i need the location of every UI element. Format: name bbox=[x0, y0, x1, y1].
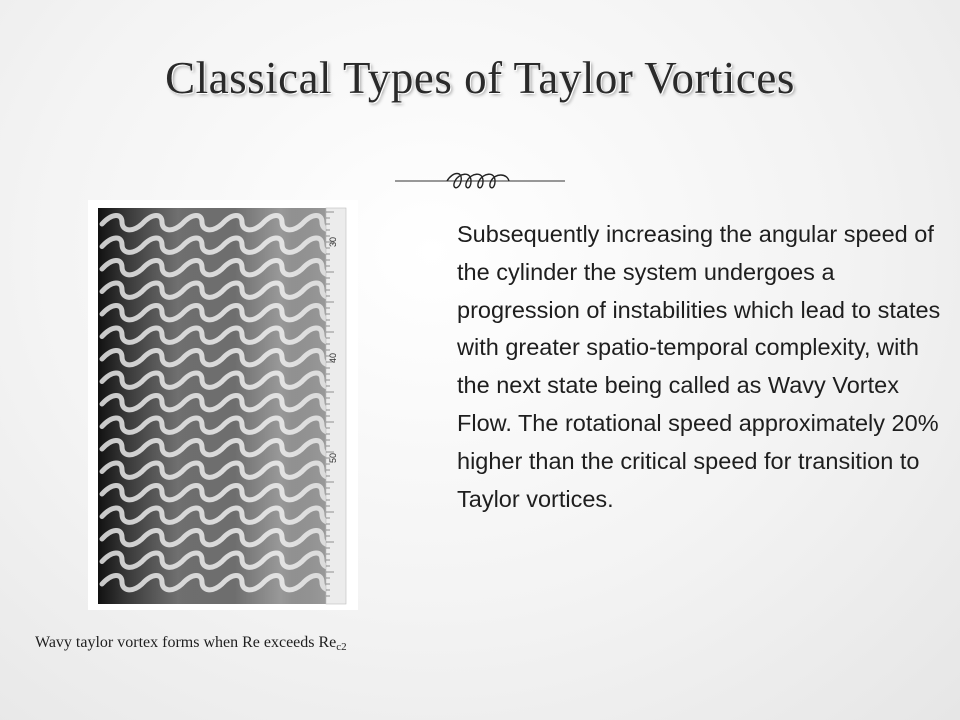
ornament-divider bbox=[395, 168, 565, 194]
ruler bbox=[326, 208, 346, 604]
ruler-label-40: 40 bbox=[328, 352, 338, 364]
body-text: Subsequently increasing the angular speed of the cylinder the system undergoes a progression of instabilities which lead to states with greater spatio-temporal complexity, with the next state being called as Wavy Vortex Flow. The rotational speed approximately 20% higher than the critical speed for transition to Taylor vortices. bbox=[457, 221, 941, 512]
caption-text: Wavy taylor vortex forms when Re exceeds Re bbox=[35, 634, 337, 651]
slide-title: Classical Types of Taylor Vortices bbox=[165, 53, 795, 103]
caption-subscript: c2 bbox=[336, 641, 347, 653]
ruler-label-50: 50 bbox=[328, 452, 338, 464]
figure-caption bbox=[35, 634, 347, 653]
ruler-label-30: 30 bbox=[328, 236, 338, 248]
vortex-photo bbox=[88, 200, 358, 610]
